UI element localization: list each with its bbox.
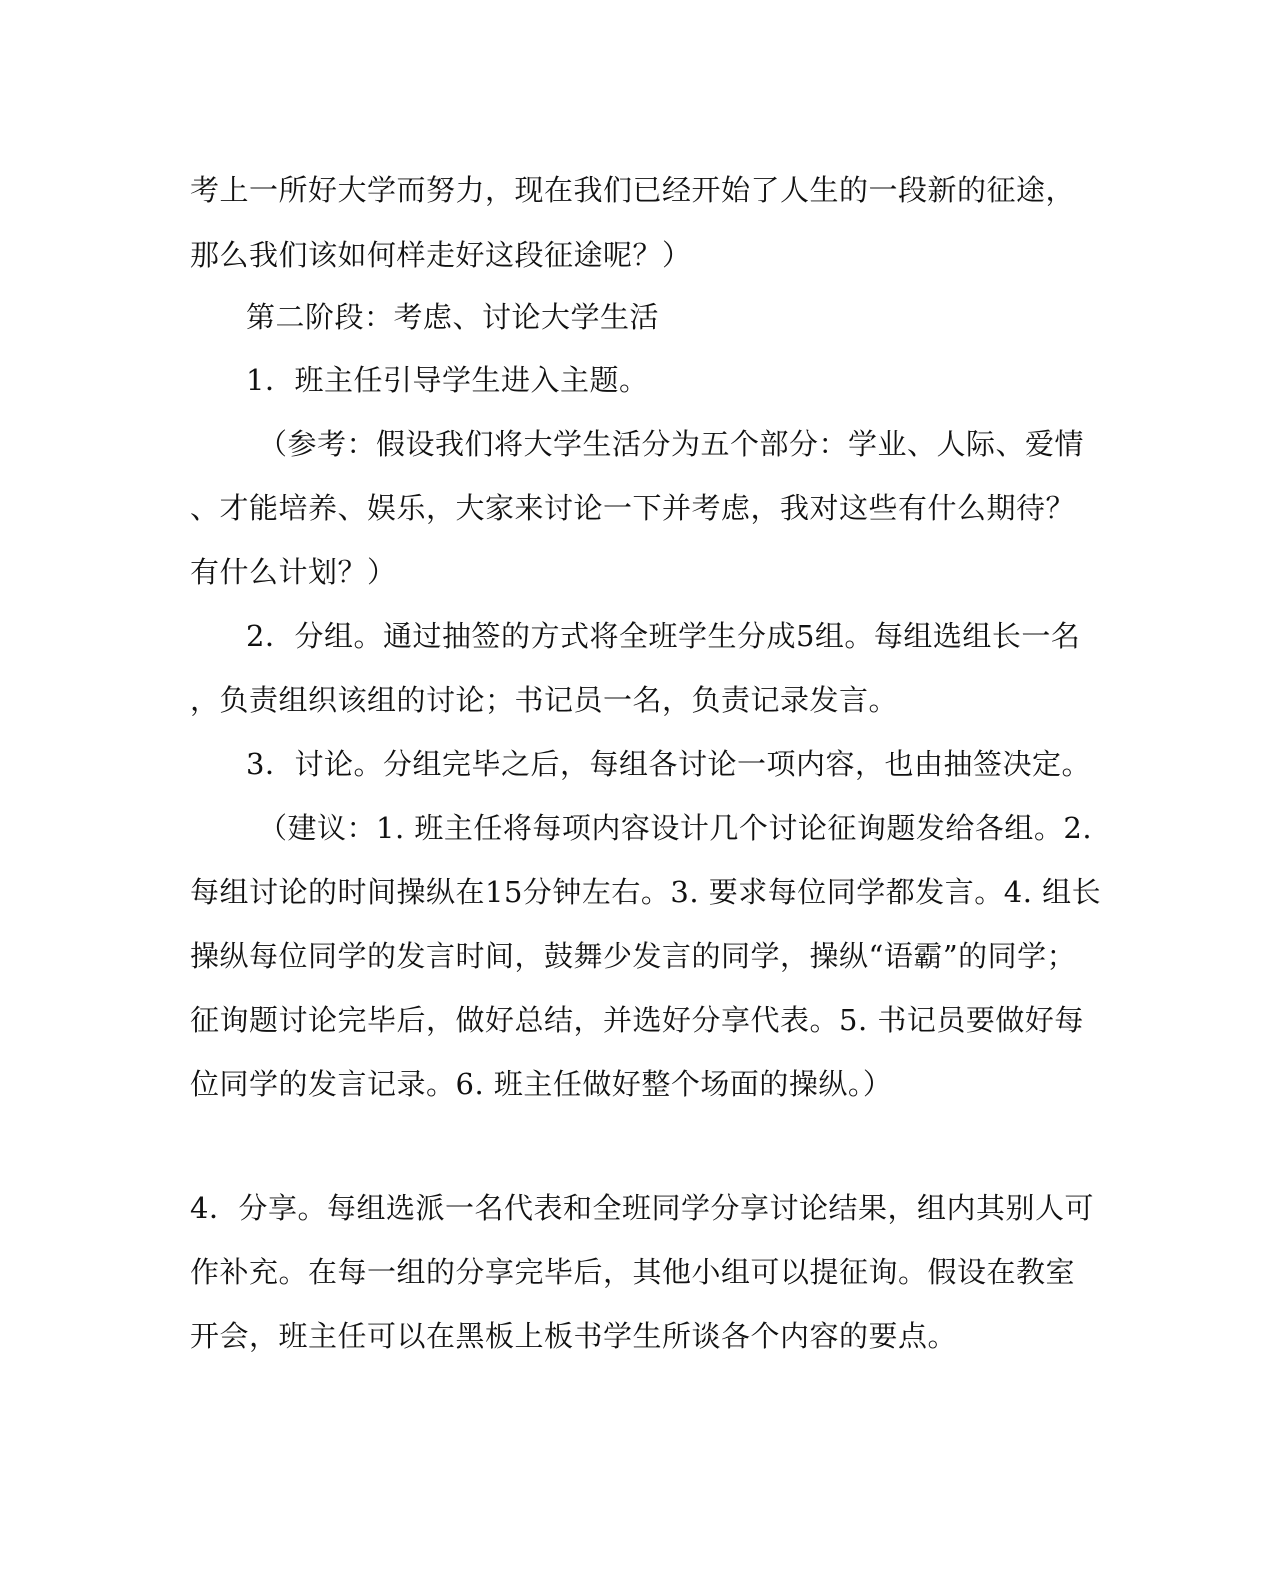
text-line: 征询题讨论完毕后，做好总结，并选好分享代表。5. 书记员要做好每 [190, 1003, 1084, 1037]
text-line: 开会，班主任可以在黑板上板书学生所谈各个内容的要点。 [190, 1319, 958, 1353]
text-line: （建议：1. 班主任将每项内容设计几个讨论征询题发给各组。2. [258, 811, 1093, 845]
text-line: 作补充。在每一组的分享完毕后，其他小组可以提征询。假设在教室 [190, 1255, 1076, 1289]
text-line: 考上一所好大学而努力，现在我们已经开始了人生的一段新的征途， [190, 173, 1076, 207]
text-line: 那么我们该如何样走好这段征途呢？） [190, 238, 692, 272]
text-line: 位同学的发言记录。6. 班主任做好整个场面的操纵。） [190, 1067, 893, 1101]
text-line: 每组讨论的时间操纵在15分钟左右。3. 要求每位同学都发言。4. 组长 [190, 875, 1102, 909]
text-line: 2．分组。通过抽签的方式将全班学生分成5组。每组选组长一名 [246, 619, 1081, 653]
text-line: 3．讨论。分组完毕之后，每组各讨论一项内容，也由抽签决定。 [246, 747, 1091, 781]
text-line: 、才能培养、娱乐，大家来讨论一下并考虑，我对这些有什么期待？ [190, 491, 1076, 525]
text-line: 4．分享。每组选派一名代表和全班同学分享讨论结果，组内其别人可 [190, 1191, 1094, 1225]
text-line: 1．班主任引导学生进入主题。 [246, 363, 649, 397]
text-line: 有什么计划？） [190, 555, 397, 589]
text-line: ，负责组织该组的讨论；书记员一名，负责记录发言。 [190, 683, 899, 717]
text-line: 操纵每位同学的发言时间，鼓舞少发言的同学，操纵“语霸”的同学； [190, 939, 1077, 973]
section-heading: 第二阶段：考虑、讨论大学生活 [246, 300, 660, 334]
text-line: （参考：假设我们将大学生活分为五个部分：学业、人际、爱情 [258, 427, 1085, 461]
